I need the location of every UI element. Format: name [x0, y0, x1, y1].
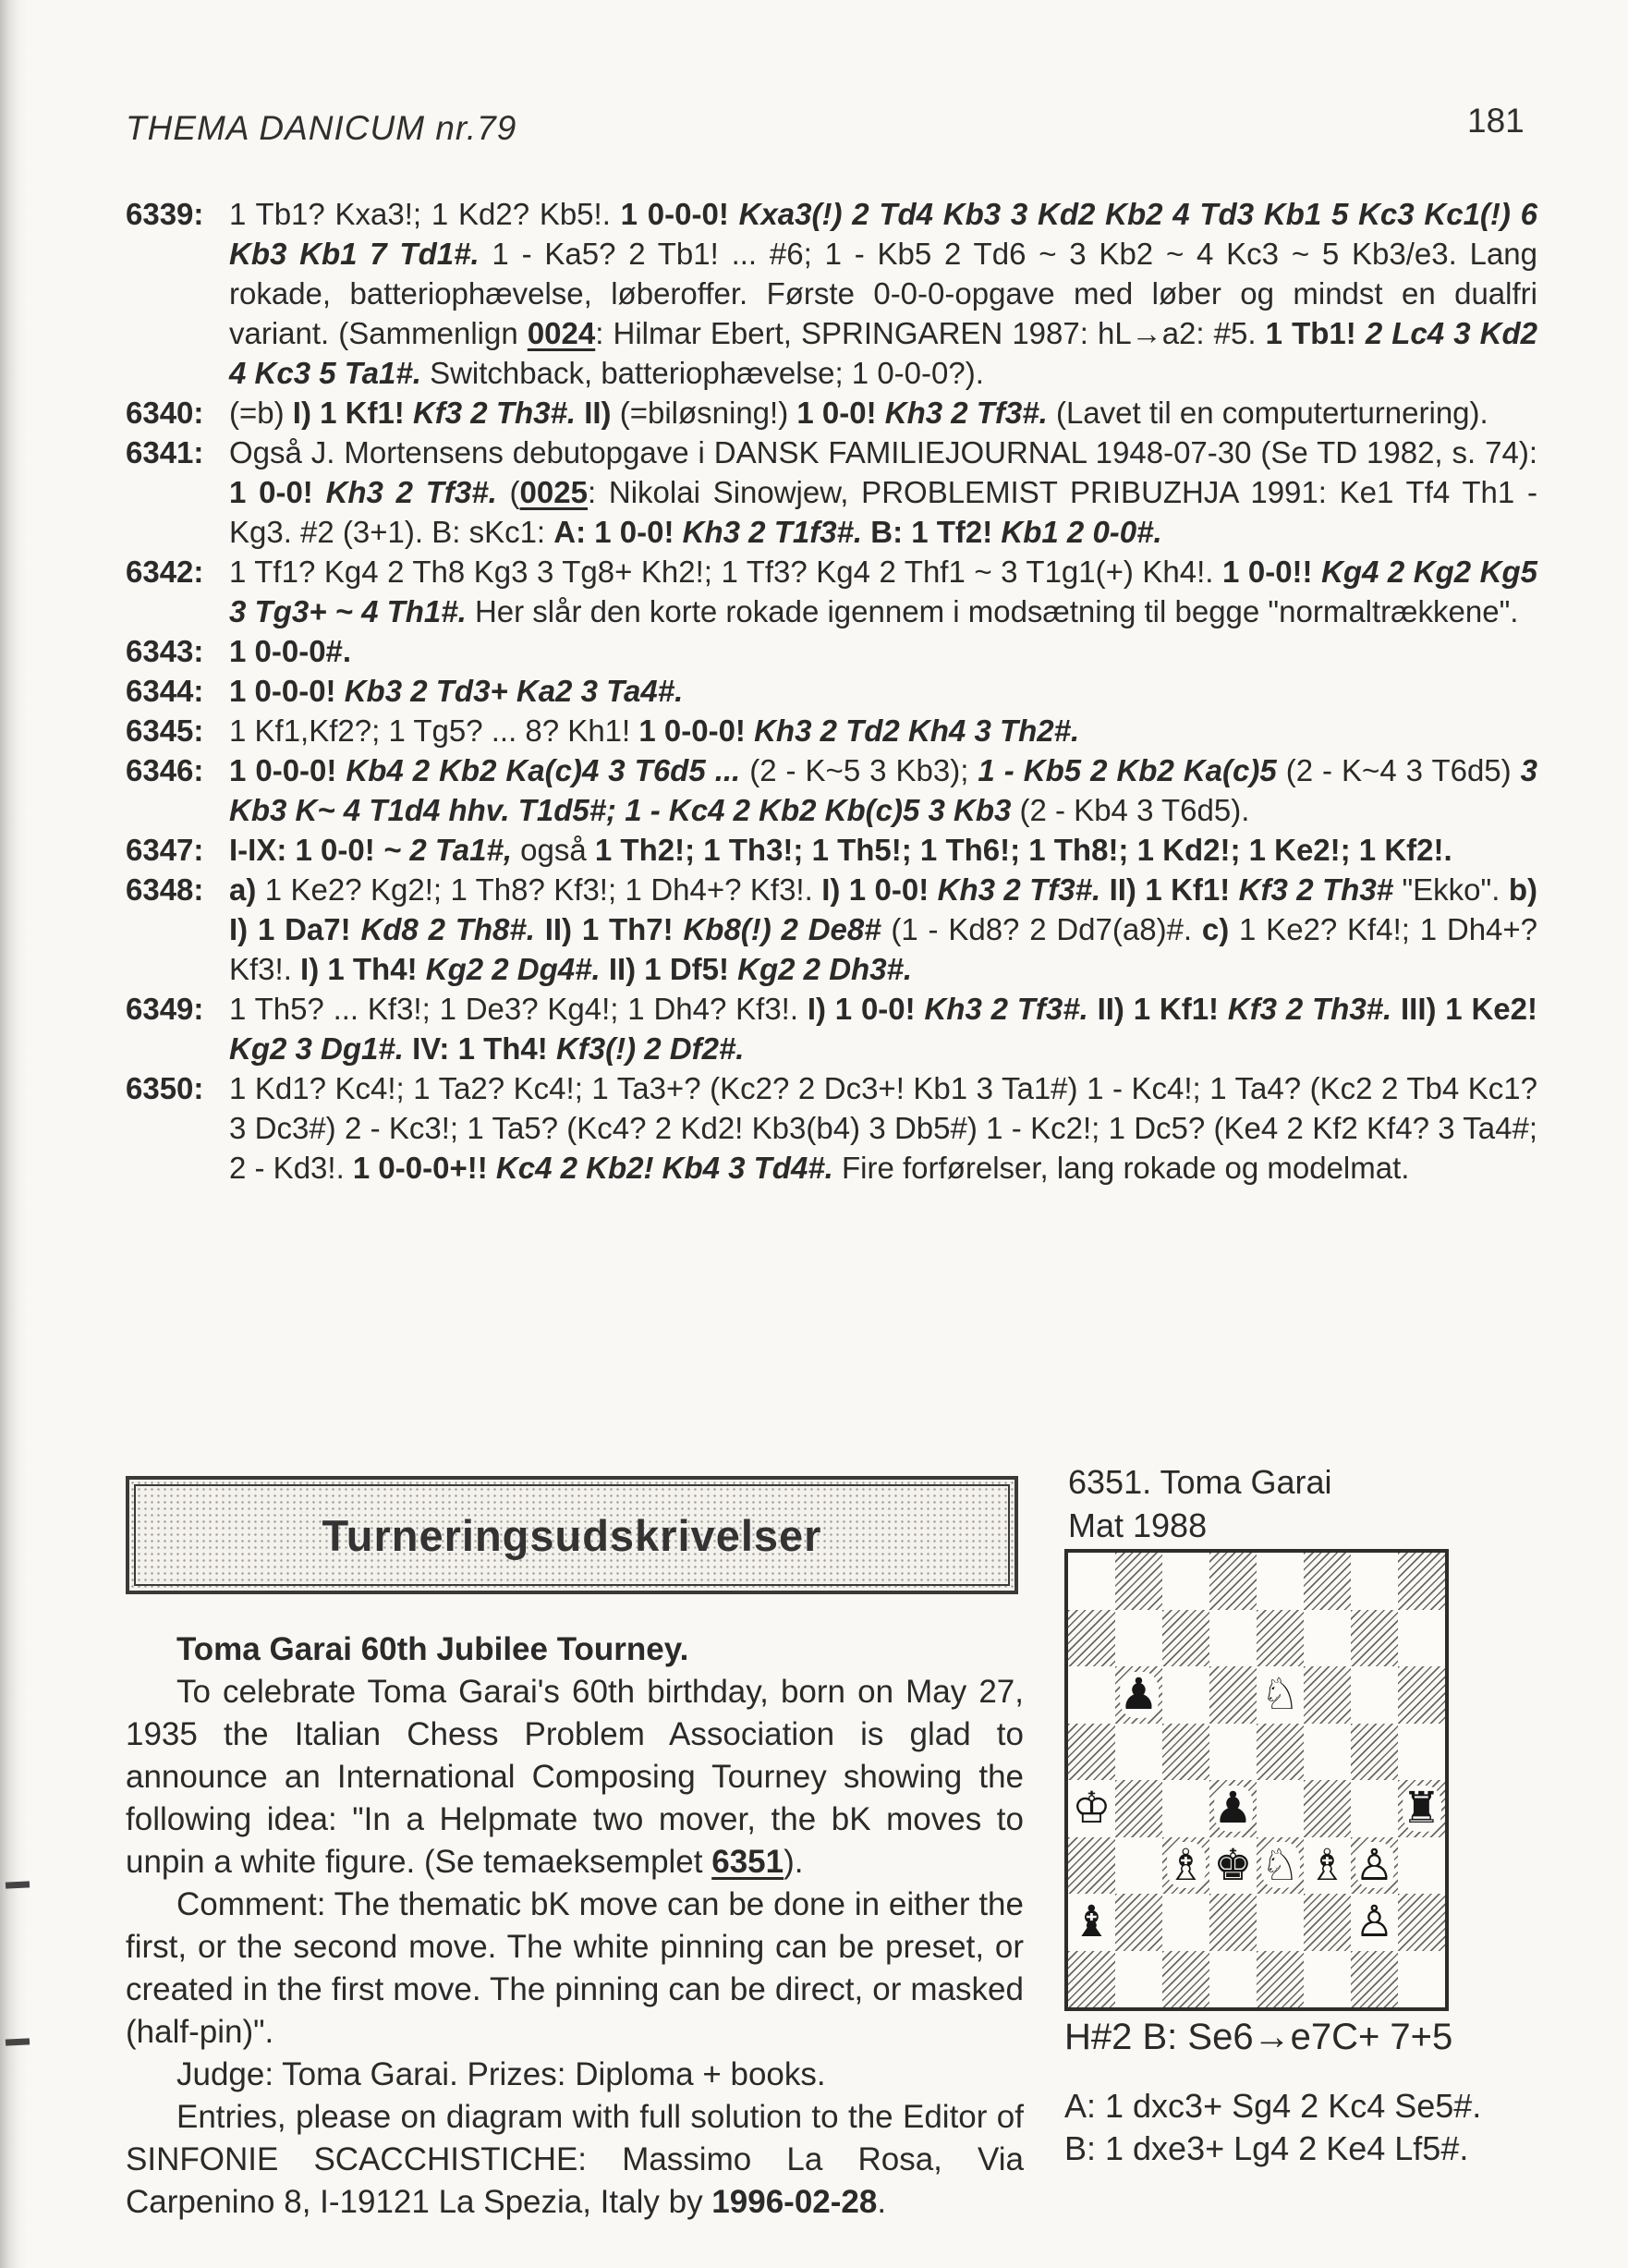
solution-item: [126, 631, 1537, 671]
text-run: 1 Kd1? Kc4!; 1 Ta2? Kc4!; 1 Ta3+? (Kc2? 2 Dc3+! Kb1 3 Ta1#) 1 - Kc4!; 1 Ta4? (Kc2 2 Tb4 Kc1? 3 Dc3#) 2 - Kc3!; 1 Ta5? (Kc4? 2 Kd2! Kb3(b4) 3 Db5#) 1 - Kc2!; 1 Dc5? (Ke4 2 Kf2 Kf4? 3 Ta4#; 2 - Kd3!.: [229, 1071, 1537, 1185]
piece-glyph: ♟: [1119, 1669, 1159, 1721]
board-square-f2: [1304, 1894, 1351, 1951]
board-square-d8: [1209, 1553, 1257, 1610]
board-square-b5: [1115, 1724, 1162, 1781]
solution-item: [126, 711, 1537, 750]
piece-wP-g3: [1351, 1837, 1398, 1895]
board-square-b7: [1115, 1610, 1162, 1667]
text-run: Kb3 2 Td3+ Ka2 3 Ta4#.: [344, 674, 684, 708]
text-run: 1 Tb1? Kxa3!; 1 Kd2? Kb5!.: [229, 197, 621, 231]
paragraph: [126, 2054, 1024, 2096]
piece-wB-c3: [1162, 1837, 1209, 1895]
text-run: 1 0-0-0+!!: [352, 1151, 496, 1185]
board-caption: [1064, 2017, 1453, 2058]
board-square-f8: [1304, 1553, 1351, 1610]
board-square-e6: [1257, 1666, 1304, 1724]
text-run: Her slår den korte rokade igennem i modsætning til begge "normaltrækkene".: [474, 594, 1519, 628]
text-run: Kf3 2 Th3#.: [1227, 992, 1401, 1026]
board-square-g4: [1351, 1780, 1398, 1837]
board-square-h7: [1398, 1610, 1445, 1667]
board-square-g2: [1351, 1894, 1398, 1951]
problem-title: 6351. Toma Garai: [1068, 1463, 1332, 1501]
solution-item: [126, 433, 1537, 552]
tourney-box-inner: [134, 1484, 1010, 1586]
text-run: (2 - Kb4 3 T6d5).: [1019, 793, 1250, 827]
text-run: I) 1 0-0!: [807, 992, 925, 1026]
text-run: 1 Th2!; 1 Th3!; 1 Th5!; 1 Th6!; 1 Th8!; 1 Kd2!; 1 Ke2!; 1 Kf2!.: [594, 833, 1452, 867]
text-run: II) 1 Kf1!: [1097, 992, 1228, 1026]
text-run: IV: 1 Th4!: [412, 1031, 556, 1066]
scan-edge-mark: [6, 2038, 30, 2045]
solution-number: 6340:: [126, 396, 204, 430]
solution-item: [126, 1068, 1537, 1188]
paragraph: [126, 2096, 1024, 2224]
text-run: 1 0-0!: [229, 475, 326, 509]
text-run: B: 1 Tf2!: [870, 515, 1002, 549]
solution-item: [126, 393, 1537, 433]
board-square-c1: [1162, 1951, 1209, 2008]
chess-board: [1064, 1549, 1449, 2011]
solution-number: 6341:: [126, 435, 204, 469]
board-square-c5: [1162, 1724, 1209, 1781]
board-square-g8: [1351, 1553, 1398, 1610]
problem-solution-a: A: 1 dxc3+ Sg4 2 Kc4 Se5#.: [1064, 2087, 1482, 2125]
text-run: Kf3(!) 2 Df2#.: [555, 1031, 745, 1066]
board-square-a8: [1068, 1553, 1115, 1610]
board-square-g5: [1351, 1724, 1398, 1781]
text-run: II) 1 Df5!: [608, 952, 738, 986]
text-run: II): [584, 396, 620, 430]
board-square-e2: [1257, 1894, 1304, 1951]
text-run: ).: [784, 1844, 804, 1880]
board-square-e3: [1257, 1837, 1304, 1895]
board-square-c6: [1162, 1666, 1209, 1724]
board-square-f6: [1304, 1666, 1351, 1724]
board-square-e1: [1257, 1951, 1304, 2008]
text-run: Kb1 2 0-0#.: [1001, 515, 1162, 549]
piece-glyph: ♝: [1072, 1896, 1112, 1948]
piece-wK-a4: [1068, 1780, 1115, 1837]
piece-glyph: ♙: [1355, 1896, 1394, 1948]
solution-number: 6350:: [126, 1071, 204, 1105]
text-run: 1 Ke2? Kg2!; 1 Th8? Kf3!; 1 Dh4+? Kf3!.: [264, 872, 822, 907]
board-square-b4: [1115, 1780, 1162, 1837]
text-run: III) 1 Ke2!: [1401, 992, 1537, 1026]
solution-number: 6345:: [126, 713, 204, 748]
piece-glyph: ♟: [1213, 1783, 1253, 1835]
piece-wB-f3: [1304, 1837, 1351, 1895]
board-square-b1: [1115, 1951, 1162, 2008]
board-square-a6: [1068, 1666, 1115, 1724]
board-square-e5: [1257, 1724, 1304, 1781]
board-square-h1: [1398, 1951, 1445, 2008]
board-square-d5: [1209, 1724, 1257, 1781]
text-run: I-IX: 1 0-0!: [229, 833, 383, 867]
board-square-f1: [1304, 1951, 1351, 2008]
solution-number: 6347:: [126, 833, 204, 867]
text-run: 1 0-0-0!: [229, 753, 346, 787]
piece-glyph: ♜: [1402, 1783, 1441, 1835]
board-square-d7: [1209, 1610, 1257, 1667]
board-square-a1: [1068, 1951, 1115, 2008]
piece-wN-e6: [1257, 1666, 1304, 1724]
text-run: : Nikolai Sinowjew, PROBLEMIST PRIBUZHJA 1991: Ke1 Tf4 Th1 - Kg3. #2 (3+1). B: sKc1:: [229, 475, 1537, 549]
board-square-c8: [1162, 1553, 1209, 1610]
board-square-g1: [1351, 1951, 1398, 2008]
piece-glyph: ♘: [1260, 1669, 1300, 1721]
piece-glyph: ♘: [1260, 1839, 1300, 1891]
board-square-d4: [1209, 1780, 1257, 1837]
piece-glyph: ♗: [1166, 1839, 1206, 1891]
board-square-d6: [1209, 1666, 1257, 1724]
solution-item: [126, 194, 1537, 393]
piece-glyph: ♚: [1213, 1839, 1253, 1891]
board-square-h3: [1398, 1837, 1445, 1895]
piece-bP-b6: [1115, 1666, 1162, 1724]
text-run: 1 Tb1!: [1265, 316, 1366, 350]
text-run: 0025: [519, 475, 588, 509]
piece-bR-h4: [1398, 1780, 1445, 1837]
board-square-f4: [1304, 1780, 1351, 1837]
text-run: Kf3 2 Th3#: [1238, 872, 1403, 907]
text-run: Comment: The thematic bK move can be done in either the first, or the second move. The white pinning can be preset, or created in the first move. The pinning can be direct, or masked (half-pin)".: [126, 1886, 1024, 2050]
board-square-b6: [1115, 1666, 1162, 1724]
text-run: 2 Lc4 3 Kd2 4 Kc3 5 Ta1#.: [229, 316, 1537, 390]
text-run: Entries, please on diagram with full solution to the Editor of SINFONIE SCACCHISTICHE: Massimo La Rosa, Via Carpenino 8, I-19121 La Spezia, Italy by: [126, 2099, 1024, 2220]
board-square-f3: [1304, 1837, 1351, 1895]
text-run: a): [229, 872, 265, 907]
tourney-paragraphs: [126, 1671, 1024, 2224]
text-run: .: [877, 2184, 887, 2220]
text-run: 1 0-0!!: [1221, 555, 1322, 589]
text-run: (1 - Kd8? 2 Dd7(a8)#.: [891, 912, 1202, 946]
text-run: Kh3 2 Td2 Kh4 3 Th2#.: [754, 713, 1080, 748]
solution-item: [126, 671, 1537, 711]
computer-tested-piececount: C+ 7+5: [1331, 2017, 1453, 2057]
solution-number: 6343:: [126, 634, 204, 668]
board-square-h8: [1398, 1553, 1445, 1610]
board-square-b8: [1115, 1553, 1162, 1610]
text-run: Kg2 3 Dg1#.: [229, 1031, 413, 1066]
board-square-c4: [1162, 1780, 1209, 1837]
text-run: 1 0-0-0!: [638, 713, 755, 748]
board-square-a5: [1068, 1724, 1115, 1781]
text-run: c): [1201, 912, 1240, 946]
text-run: Kh3 2 T1f3#.: [682, 515, 871, 549]
text-run: (: [509, 475, 520, 509]
board-square-c3: [1162, 1837, 1209, 1895]
text-run: 1 - Kb5 2 Kb2 Ka(c)5: [978, 753, 1286, 787]
board-square-h4: [1398, 1780, 1445, 1837]
text-run: Kh3 2 Tf3#.: [937, 872, 1110, 907]
piece-bK-d3: [1209, 1837, 1257, 1895]
text-run: 1 0-0-0#.: [229, 634, 352, 668]
problem-solution-b: B: 1 dxe3+ Lg4 2 Ke4 Lf5#.: [1064, 2129, 1469, 2167]
text-run: Kc4 2 Kb2! Kb4 3 Td4#.: [495, 1151, 843, 1185]
text-run: 1 0-0-0!: [229, 674, 345, 708]
piece-wN-e3: [1257, 1837, 1304, 1895]
tourney-article: [126, 1628, 1024, 2224]
text-run: 1 Ke2? Kf4!; 1 Dh4+? Kf3!.: [229, 912, 1538, 986]
paragraph: [126, 1884, 1024, 2054]
solution-item: [126, 552, 1537, 631]
text-run: 1996-02-28: [711, 2184, 878, 2220]
board-square-d1: [1209, 1951, 1257, 2008]
text-run: Kb4 2 Kb2 Ka(c)4 3 T6d5 ...: [346, 753, 750, 787]
text-run: Kb8(!) 2 De8#: [683, 912, 892, 946]
board-square-c2: [1162, 1894, 1209, 1951]
text-run: Fire forførelser, lang rokade og modelmat.: [842, 1151, 1410, 1185]
solution-number: 6346:: [126, 753, 204, 787]
text-run: Kh3 2 Tf3#.: [884, 396, 1056, 430]
board-square-e8: [1257, 1553, 1304, 1610]
board-square-d2: [1209, 1894, 1257, 1951]
piece-bB-a2: [1068, 1894, 1115, 1951]
text-run: 1 - Ka5? 2 Tb1! ... #6; 1 - Kb5 2 Td6 ~ 3 Kb2 ~ 4 Kc3 ~ 5 Kb3/e3. Lang rokade, batteriophævelse, løberoffer. Første 0-0-0-opgave med løber og mindst en dualfri variant. (Sammenlign: [229, 237, 1537, 350]
text-run: To celebrate Toma Garai's 60th birthday, born on May 27, 1935 the Italian Chess Problem Association is glad to announce an International Composing Tourney showing the following idea: "In a Helpmate two mover, the bK moves to unpin a white figure. (Se temaeksemplet: [126, 1674, 1024, 1880]
board-square-a3: [1068, 1837, 1115, 1895]
text-run: (Lavet til en computerturnering).: [1055, 396, 1488, 430]
text-run: Switchback, batteriophævelse; 1 0-0-0?).: [430, 356, 984, 390]
board-square-a2: [1068, 1894, 1115, 1951]
piece-wP-g2: [1351, 1894, 1398, 1951]
text-run: Kg2 2 Dg4#.: [425, 952, 609, 986]
piece-glyph: ♗: [1307, 1839, 1347, 1891]
text-run: Kg4 2 Kg2 Kg5 3 Tg3+ ~ 4 Th1#.: [229, 555, 1537, 628]
journal-header: THEMA DANICUM nr.79: [126, 109, 517, 147]
text-run: Kh3 2 Tf3#.: [924, 992, 1098, 1026]
text-run: A: 1 0-0!: [553, 515, 683, 549]
text-run: 3 Kb3 K~ 4 T1d4 hhv. T1d5#; 1 - Kc4 2 Kb2 Kb(c)5 3 Kb3: [229, 753, 1538, 827]
solution-item: [126, 750, 1537, 830]
stipulation-and-twin: H#2 B: Se6→e7: [1064, 2017, 1332, 2057]
board-square-h6: [1398, 1666, 1445, 1724]
board-square-b2: [1115, 1894, 1162, 1951]
text-run: : Hilmar Ebert, SPRINGAREN 1987: hL→a2: #5.: [595, 316, 1266, 350]
board-square-b3: [1115, 1837, 1162, 1895]
board-square-a7: [1068, 1610, 1115, 1667]
solution-number: 6344:: [126, 674, 204, 708]
text-run: Kh3 2 Tf3#.: [325, 475, 510, 509]
scan-edge-mark: [6, 1881, 30, 1888]
text-run: Judge: Toma Garai. Prizes: Diploma + books.: [176, 2056, 826, 2092]
text-run: 6351: [711, 1844, 784, 1880]
text-run: I) 1 Kf1!: [292, 396, 413, 430]
text-run: I) 1 0-0!: [821, 872, 938, 907]
text-run: (=biløsning!): [619, 396, 797, 430]
text-run: 1 Kf1,Kf2?; 1 Tg5? ... 8? Kh1!: [229, 713, 639, 748]
solution-item: [126, 870, 1537, 989]
board-square-e7: [1257, 1610, 1304, 1667]
piece-glyph: ♙: [1355, 1839, 1394, 1891]
problem-subtitle: Mat 1988: [1068, 1506, 1208, 1544]
board-square-f7: [1304, 1610, 1351, 1667]
scan-edge-shadow: [0, 0, 28, 2268]
solution-number: 6349:: [126, 992, 204, 1026]
text-run: II) 1 Th7!: [544, 912, 684, 946]
text-run: b) I) 1 Da7!: [229, 872, 1537, 946]
solution-number: 6348:: [126, 872, 204, 907]
board-square-h5: [1398, 1724, 1445, 1781]
text-run: 1 Tf1? Kg4 2 Th8 Kg3 3 Tg8+ Kh2!; 1 Tf3? Kg4 2 Thf1 ~ 3 T1g1(+) Kh4!.: [229, 555, 1222, 589]
text-run: Også J. Mortensens debutopgave i DANSK FAMILIEJOURNAL 1948-07-30 (Se TD 1982, s. 74):: [229, 435, 1537, 469]
text-run: (2 - K~5 3 Kb3);: [749, 753, 978, 787]
page-number: 181: [1467, 102, 1525, 140]
text-run: Kf3 2 Th3#.: [412, 396, 585, 430]
text-run: (2 - K~4 3 T6d5): [1285, 753, 1521, 787]
solution-item: [126, 830, 1537, 870]
paragraph: [126, 1671, 1024, 1884]
text-run: ~ 2 Ta1#,: [383, 833, 521, 867]
solution-item: [126, 989, 1537, 1068]
text-run: Kxa3(!) 2 Td4 Kb3 3 Kd2 Kb2 4 Td3 Kb1 5 Kc3 Kc1(!) 6 Kb3 Kb1 7 Td1#.: [229, 197, 1538, 271]
text-run: 1 0-0-0!: [620, 197, 739, 231]
board-square-h2: [1398, 1894, 1445, 1951]
board-square-c7: [1162, 1610, 1209, 1667]
text-run: I) 1 Th4!: [300, 952, 426, 986]
text-run: (=b): [229, 396, 293, 430]
board-square-g7: [1351, 1610, 1398, 1667]
board-square-f5: [1304, 1724, 1351, 1781]
text-run: 1 Th5? ... Kf3!; 1 De3? Kg4!; 1 Dh4? Kf3!.: [229, 992, 808, 1026]
tourney-box: [126, 1476, 1018, 1594]
text-run: Kg2 2 Dh3#.: [737, 952, 913, 986]
solution-number: 6339:: [126, 197, 204, 231]
text-run: også: [520, 833, 595, 867]
text-run: Kd8 2 Th8#.: [360, 912, 545, 946]
piece-bP-d4: [1209, 1780, 1257, 1837]
board-square-d3: [1209, 1837, 1257, 1895]
tourney-box-title: Turneringsudskrivelser: [322, 1510, 822, 1560]
text-run: 0024: [527, 316, 596, 350]
board-square-a4: [1068, 1780, 1115, 1837]
text-run: II) 1 Kf1!: [1109, 872, 1239, 907]
solution-number: 6342:: [126, 555, 204, 589]
text-run: 1 0-0!: [796, 396, 885, 430]
text-run: "Ekko".: [1402, 872, 1509, 907]
board-square-g3: [1351, 1837, 1398, 1895]
piece-glyph: ♔: [1072, 1783, 1112, 1835]
board-square-e4: [1257, 1780, 1304, 1837]
tourney-heading: Toma Garai 60th Jubilee Tourney.: [176, 1631, 689, 1667]
solutions-list: [126, 194, 1537, 1188]
board-square-g6: [1351, 1666, 1398, 1724]
